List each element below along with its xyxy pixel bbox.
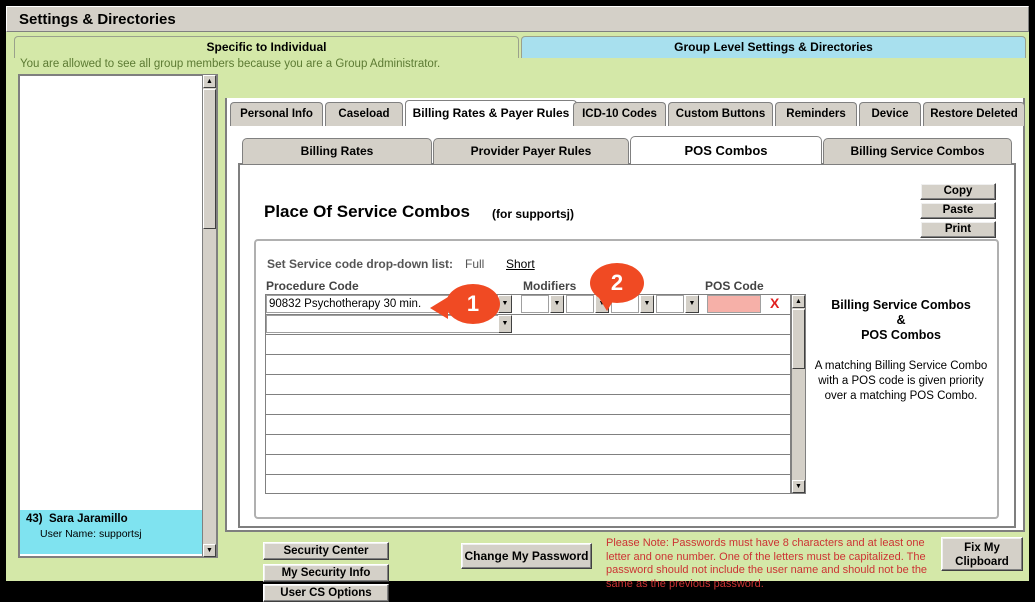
grid-scroll-down-icon[interactable]: ▼ [792, 480, 805, 493]
window-title: Settings & Directories [19, 11, 176, 28]
tab-pos-combos[interactable]: POS Combos [630, 136, 822, 164]
delete-row-button[interactable]: X [770, 295, 780, 311]
fix-clipboard-line-1: Fix My [964, 542, 1000, 554]
tab-reminders[interactable]: Reminders [775, 102, 857, 126]
member-username-label: User Name: [40, 528, 97, 540]
copy-button[interactable]: Copy [920, 183, 996, 200]
print-button[interactable]: Print [920, 221, 996, 238]
member-username: supportsj [98, 528, 142, 540]
tab-billing-rates-payer-rules[interactable]: Billing Rates & Payer Rules [405, 100, 577, 126]
procedure-code-dropdown-icon[interactable]: ▼ [498, 295, 512, 313]
callout-2-number: 2 [610, 270, 624, 295]
side-info-body: A matching Billing Service Combo with a POS code is given priority over a matching POS Combo. [814, 360, 988, 402]
member-name-row [26, 513, 212, 525]
member-list-scrollbar[interactable] [202, 74, 217, 558]
tab-icd-10-codes[interactable]: ICD-10 Codes [573, 102, 666, 126]
table-row[interactable] [266, 395, 790, 415]
member-username-row [40, 528, 212, 540]
table-row[interactable] [266, 355, 790, 375]
tab-billing-rates[interactable]: Billing Rates [242, 138, 432, 164]
callout-1-number: 1 [466, 291, 480, 316]
fix-my-clipboard-button[interactable] [941, 537, 1023, 571]
modifier-1-input[interactable] [521, 295, 549, 313]
table-row[interactable] [266, 455, 790, 475]
column-header-modifiers: Modifiers [523, 279, 577, 293]
tab-group-level-settings[interactable]: Group Level Settings & Directories [521, 36, 1026, 58]
side-info-title-2: & [896, 313, 906, 327]
tab-specific-to-individual[interactable]: Specific to Individual [14, 36, 519, 58]
callout-2 [590, 263, 644, 303]
procedure-code-input[interactable]: 90832 Psychotherapy 30 min. [266, 295, 506, 313]
group-admin-note: You are allowed to see all group members because you are a Group Administrator. [20, 58, 441, 70]
modifier-4-dropdown-icon[interactable]: ▼ [685, 295, 699, 313]
column-header-pos-code: POS Code [705, 279, 764, 293]
side-info-title-3: POS Combos [861, 328, 941, 342]
grid-scrollbar[interactable] [791, 294, 806, 494]
grid-scrollbar-thumb[interactable] [792, 309, 805, 369]
tab-provider-payer-rules[interactable]: Provider Payer Rules [433, 138, 629, 164]
tab-device[interactable]: Device [859, 102, 921, 126]
side-info-title-1: Billing Service Combos [831, 298, 971, 312]
table-row[interactable] [266, 375, 790, 395]
modifier-4-input[interactable] [656, 295, 684, 313]
tab-custom-buttons[interactable]: Custom Buttons [668, 102, 773, 126]
modifier-2-dropdown-icon[interactable]: ▼ [595, 295, 609, 313]
service-code-option-full[interactable]: Full [465, 257, 485, 271]
inner-tab-strip [242, 138, 1012, 164]
table-row[interactable] [266, 335, 790, 355]
callout-2-tail-icon [596, 293, 618, 311]
grid-scroll-up-icon[interactable]: ▲ [792, 295, 805, 308]
page-subtitle: (for supportsj) [492, 207, 574, 221]
table-row[interactable] [266, 415, 790, 435]
security-center-button[interactable]: Security Center [263, 542, 389, 560]
callout-1 [446, 284, 500, 324]
pos-code-input[interactable] [707, 295, 761, 313]
member-index: 43) [26, 513, 43, 525]
fix-clipboard-line-2: Clipboard [955, 556, 1009, 568]
member-list-item-selected[interactable] [20, 510, 216, 554]
main-panel [6, 32, 1029, 599]
page-title: Place Of Service Combos [264, 202, 470, 221]
modifier-2-input[interactable] [566, 295, 594, 313]
scrollbar-thumb[interactable] [203, 89, 216, 229]
outer-tab-strip [225, 102, 1025, 126]
window-titlebar [6, 6, 1029, 32]
change-my-password-button[interactable]: Change My Password [461, 543, 592, 569]
tab-restore-deleted[interactable]: Restore Deleted [923, 102, 1025, 126]
modifier-1-dropdown-icon[interactable]: ▼ [550, 295, 564, 313]
member-name: Sara Jaramillo [49, 513, 128, 525]
service-code-option-short[interactable]: Short [506, 257, 535, 271]
password-note: Please Note: Passwords must have 8 characters and at least one letter and one number. One of the letters must be capitalized. The password should not include the user name and should not be the same as the previous password. [606, 537, 928, 590]
procedure-code-dropdown-icon-row2[interactable]: ▼ [498, 315, 512, 333]
column-header-procedure-code: Procedure Code [266, 279, 359, 293]
user-cs-options-button[interactable]: User CS Options [263, 584, 389, 602]
paste-button[interactable]: Paste [920, 202, 996, 219]
table-row[interactable] [266, 435, 790, 455]
table-row[interactable] [266, 475, 790, 495]
member-list[interactable] [18, 74, 218, 558]
modifier-3-dropdown-icon[interactable]: ▼ [640, 295, 654, 313]
scroll-down-arrow-icon[interactable]: ▼ [203, 544, 216, 557]
service-code-dropdown-label: Set Service code drop-down list: [267, 257, 454, 271]
my-security-info-button[interactable]: My Security Info [263, 564, 389, 582]
scroll-up-arrow-icon[interactable]: ▲ [203, 75, 216, 88]
callout-1-tail-icon [430, 297, 448, 319]
tab-caseload[interactable]: Caseload [325, 102, 403, 126]
tab-personal-info[interactable]: Personal Info [230, 102, 323, 126]
tab-billing-service-combos[interactable]: Billing Service Combos [823, 138, 1012, 164]
